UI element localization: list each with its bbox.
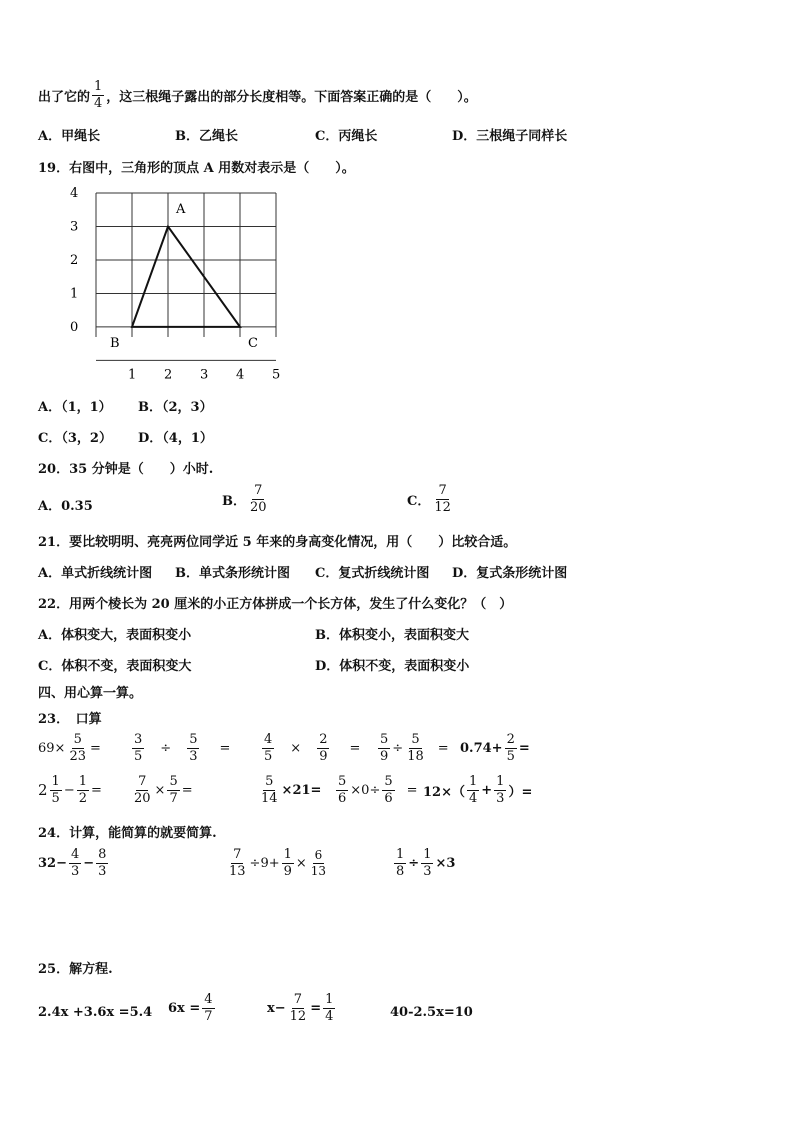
q19-grid-figure bbox=[60, 185, 300, 380]
q20-stem: 20．35 分钟是（ ）小时. bbox=[38, 462, 214, 477]
q18-option-b[interactable]: B．乙绳长 bbox=[175, 129, 238, 144]
q24-expr-3: $\frac{1}{8}$ ÷ $\frac{1}{3}$ ×3 bbox=[396, 847, 456, 879]
x-tick-label: 3 bbox=[200, 367, 209, 380]
q21-stem: 21．要比较明明、亮亮两位同学近 5 年来的身高变化情况，用（ ）比较合适。 bbox=[38, 535, 517, 550]
q18-option-c[interactable]: C．丙绳长 bbox=[315, 129, 378, 144]
q23-expr-2-5: 12×（ $\frac{1}{4}$ + $\frac{1}{3}$ ）= bbox=[423, 774, 533, 806]
x-tick-label: 2 bbox=[164, 367, 173, 380]
y-tick-label: 1 bbox=[70, 286, 79, 302]
q23-expr-2-2: $\frac{7}{20}$ × $\frac{5}{7}$ = bbox=[134, 774, 193, 806]
point-label-b: B bbox=[110, 335, 120, 351]
q25-eq-4: 40-2.5x=10 bbox=[390, 1005, 473, 1020]
q18-option-a[interactable]: A．甲绳长 bbox=[38, 129, 101, 144]
q23-expr-1-3: $\frac{4}{5}$ × $\frac{2}{9}$ = bbox=[264, 732, 361, 764]
q22-option-b[interactable]: B．体积变小，表面积变大 bbox=[315, 628, 469, 643]
point-label-a: A bbox=[176, 202, 186, 217]
q21-option-a[interactable]: A．单式折线统计图 bbox=[38, 566, 153, 581]
section-title: 四、用心算一算。 bbox=[38, 686, 143, 701]
q23-expr-2-4: $\frac{5}{6}$ ×0÷ $\frac{5}{6}$ = bbox=[338, 774, 418, 806]
q19-option-a[interactable]: A．（1，1） bbox=[38, 400, 112, 415]
q25-title: 25．解方程. bbox=[38, 962, 113, 977]
q23-expr-2-1: 2 $\frac{1}{5}$ − $\frac{1}{2}$ = bbox=[38, 774, 102, 806]
y-tick-label: 3 bbox=[70, 219, 79, 235]
x-tick-label: 4 bbox=[236, 367, 245, 380]
y-tick-label: 4 bbox=[70, 186, 79, 201]
q25-eq-2: 6x = $\frac{4}{7}$ bbox=[168, 992, 213, 1024]
q23-expr-2-3: $\frac{5}{14}$ ×21= bbox=[261, 774, 322, 806]
q24-expr-1: 32− $\frac{4}{3}$ − $\frac{8}{3}$ bbox=[38, 847, 107, 879]
q18-stem: 出了它的 $\frac{1}{4}$ ，这三根绳子露出的部分长度相等。下面答案正确的是（ ）。 bbox=[38, 79, 477, 111]
q18-option-d[interactable]: D．三根绳子同样长 bbox=[452, 129, 568, 144]
q23-expr-1-1: 69× $\frac{5}{23}$ = bbox=[38, 732, 101, 764]
q24-expr-2: $\frac{7}{13}$ ÷9+ $\frac{1}{9}$ × $\frac{6}{13}$ bbox=[229, 847, 327, 879]
point-label-c: C bbox=[248, 335, 258, 351]
q23-expr-1-2: $\frac{3}{5}$ ÷ $\frac{5}{3}$ = bbox=[134, 732, 231, 764]
q22-option-a[interactable]: A．体积变大，表面积变小 bbox=[38, 628, 192, 643]
q22-option-c[interactable]: C．体积不变，表面积变大 bbox=[38, 659, 192, 674]
q22-stem: 22．用两个棱长为 20 厘米的小正方体拼成一个长方体，发生了什么变化？（ ） bbox=[38, 597, 513, 612]
q23-expr-1-4: $\frac{5}{9}$ ÷ $\frac{5}{18}$ = bbox=[380, 732, 449, 764]
x-tick-label: 5 bbox=[272, 367, 281, 380]
q19-option-d[interactable]: D．（4，1） bbox=[138, 431, 213, 446]
q21-option-d[interactable]: D．复式条形统计图 bbox=[452, 566, 568, 581]
q18-fraction: $\frac{1}{4}$ bbox=[94, 79, 103, 111]
q19-stem: 19．右图中，三角形的顶点 A 用数对表示是（ ）。 bbox=[38, 161, 355, 176]
q23-expr-1-5: 0.74+ $\frac{2}{5}$ = bbox=[460, 732, 530, 764]
q22-option-d[interactable]: D．体积不变，表面积变小 bbox=[315, 659, 470, 674]
triangle-abc bbox=[132, 226, 240, 326]
q25-eq-3: x− $\frac{7}{12}$ = $\frac{1}{4}$ bbox=[267, 992, 334, 1024]
q21-option-b[interactable]: B．单式条形统计图 bbox=[175, 566, 290, 581]
q24-title: 24．计算，能简算的就要简算. bbox=[38, 826, 217, 841]
y-tick-label: 0 bbox=[70, 319, 79, 335]
x-tick-label: 1 bbox=[128, 367, 137, 380]
q25-eq-1: 2.4x +3.6x =5.4 bbox=[38, 1005, 153, 1020]
y-tick-label: 2 bbox=[70, 252, 79, 268]
q20-option-c[interactable]: C． $\frac{7}{12}$ bbox=[407, 483, 451, 515]
q21-option-c[interactable]: C．复式折线统计图 bbox=[315, 566, 430, 581]
q20-option-a[interactable]: A．0.35 bbox=[38, 499, 93, 514]
q20-option-b[interactable]: B． $\frac{7}{20}$ bbox=[222, 483, 267, 515]
q23-title: 23． 口算 bbox=[38, 712, 102, 727]
q19-option-c[interactable]: C．（3，2） bbox=[38, 431, 112, 446]
q19-option-b[interactable]: B．（2，3） bbox=[138, 400, 213, 415]
